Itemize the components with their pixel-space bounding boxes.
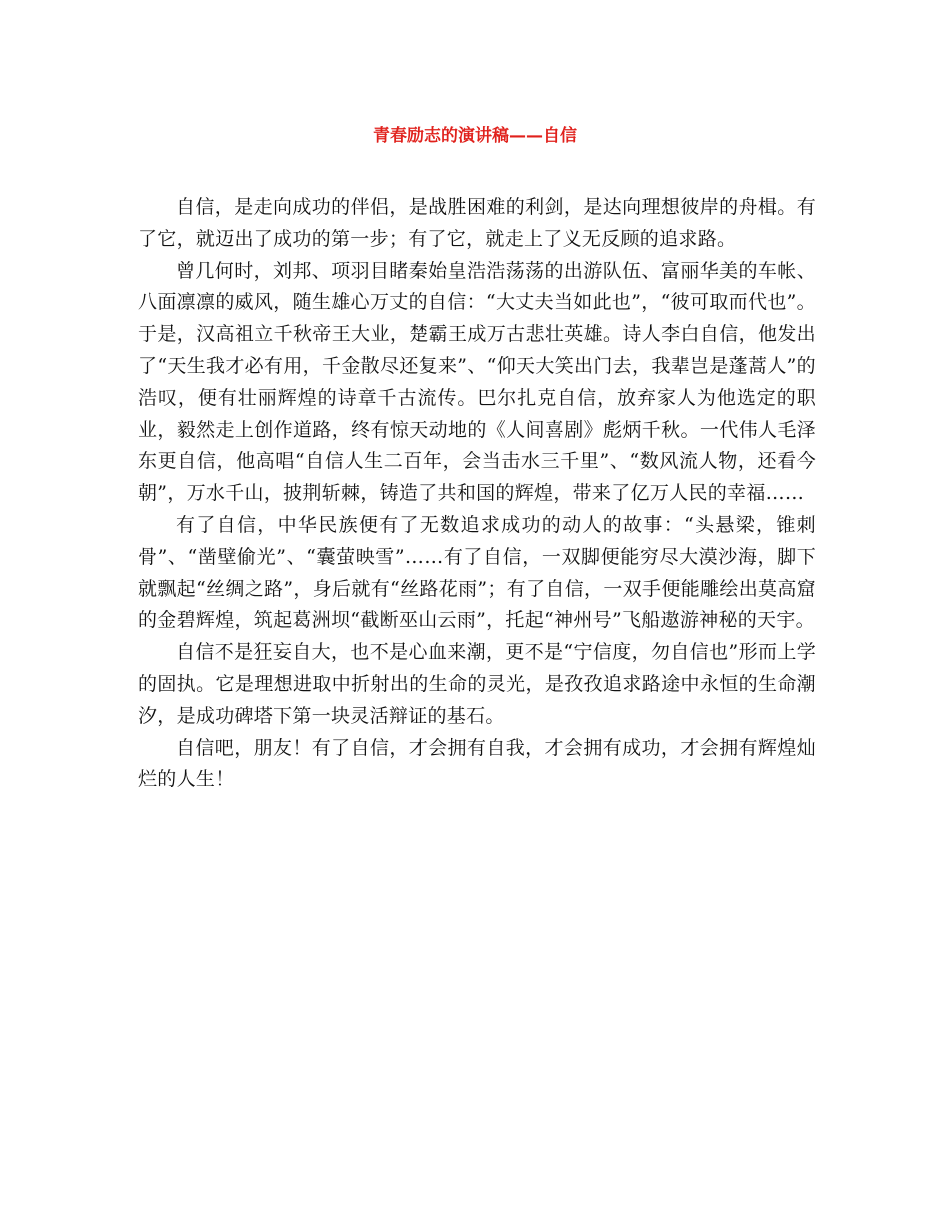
- paragraph: 自信，是走向成功的伴侣，是战胜困难的利剑，是达向理想彼岸的舟楫。有了它，就迈出了成功的第一步；有了它，就走上了义无反顾的追求路。: [138, 196, 816, 250]
- paragraph: 自信不是狂妄自大，也不是心血来潮，更不是“宁信度，勿自信也”形而上学的固执。它是理想进取中折射出的生命的灵光，是孜孜追求路途中永恒的生命潮汐，是成功碑塔下第一块灵活辩证的基石。: [138, 641, 816, 727]
- document-body: [138, 192, 816, 796]
- paragraph: 曾几何时，刘邦、项羽目睹秦始皇浩浩荡荡的出游队伍、富丽华美的车帐、八面凛凛的威风，随生雄心万丈的自信：“大丈夫当如此也”，“彼可取而代也”。于是，汉高祖立千秋帝王大业，楚霸王成万古悲壮英雄。诗人李白自信，他发出了“天生我才必有用，千金散尽还复来”、“仰天大笑出门去，我辈岂是蓬蒿人”的浩叹，便有壮丽辉煌的诗章千古流传。巴尔扎克自信，放弃家人为他选定的职业，毅然走上创作道路，终有惊天动地的《人间喜剧》彪炳千秋。一代伟人毛泽东更自信，他高唱“自信人生二百年，会当击水三千里”、“数风流人物，还看今朝”，万水千山，披荆斩棘，铸造了共和国的辉煌，带来了亿万人民的幸福……: [138, 259, 816, 505]
- document-title: 青春励志的演讲稿——自信: [373, 126, 577, 146]
- paragraph: 自信吧，朋友！有了自信，才会拥有自我，才会拥有成功，才会拥有辉煌灿烂的人生！: [138, 736, 816, 791]
- paragraph: 有了自信，中华民族便有了无数追求成功的动人的故事：“头悬梁，锥刺骨”、“凿壁偷光”、“囊萤映雪”……有了自信，一双脚便能穷尽大漠沙海，脚下就飘起“丝绸之路”，身后就有“丝路花雨”；有了自信，一双手便能雕绘出莫高窟的金碧辉煌，筑起葛洲坝“截断巫山云雨”，托起“神州号”飞船遨游神秘的天宇。: [138, 513, 816, 632]
